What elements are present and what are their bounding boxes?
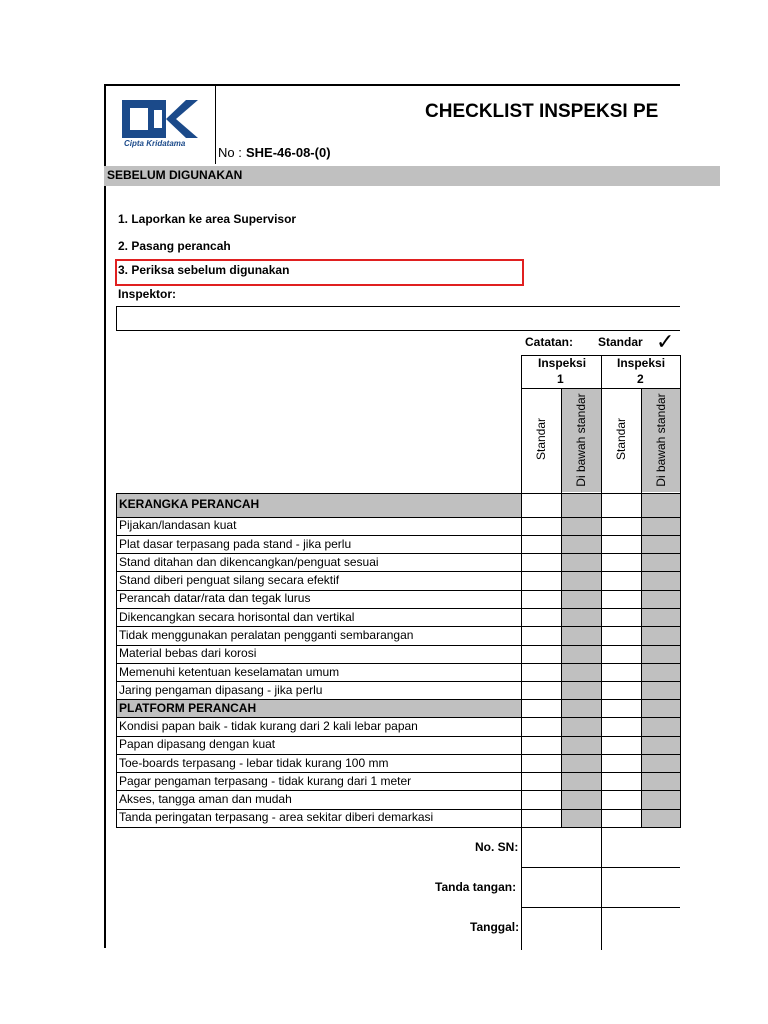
below-standard-cell[interactable]: [642, 609, 680, 626]
standard-cell[interactable]: [522, 646, 561, 663]
standard-legend-label: Standar: [598, 335, 643, 349]
below-standard-cell[interactable]: [562, 591, 601, 608]
below-standard-cell[interactable]: [642, 682, 680, 699]
list-item: Papan dipasang dengan kuat: [119, 737, 276, 751]
standard-cell[interactable]: [602, 646, 641, 663]
below-standard-cell[interactable]: [642, 773, 680, 790]
list-item: Tanda peringatan terpasang - area sekitar diberi demarkasi: [119, 810, 434, 824]
signature-label: Tanda tangan:: [435, 880, 517, 894]
below-standard-cell[interactable]: [642, 718, 680, 736]
footer-line-1: [521, 867, 680, 868]
below-standard-cell[interactable]: [642, 737, 680, 754]
standard-cell[interactable]: [602, 609, 641, 626]
list-item: Kondisi papan baik - tidak kurang dari 2 kali lebar papan: [119, 719, 418, 733]
below-standard-cell[interactable]: [642, 536, 680, 553]
table-left-line: [116, 493, 117, 827]
sn-label: No. SN:: [475, 840, 519, 854]
below-standard-cell[interactable]: [642, 591, 680, 608]
standard-cell[interactable]: [602, 791, 641, 809]
list-item: Jaring pengaman dipasang - jika perlu: [119, 683, 323, 697]
standard-cell[interactable]: [522, 737, 561, 754]
standard-cell[interactable]: [522, 755, 561, 772]
inspector-line-top: [116, 306, 680, 307]
below-standard-2-header: Di bawah standar: [654, 393, 668, 487]
top-border: [104, 84, 680, 86]
standard-2-header: Standar: [614, 417, 628, 461]
list-item: Stand diberi penguat silang secara efektif: [119, 573, 340, 587]
standard-cell[interactable]: [602, 737, 641, 754]
standard-cell[interactable]: [602, 810, 641, 827]
table-row-line: [116, 493, 680, 494]
inspection-1-label: Inspeksi: [538, 356, 587, 370]
below-standard-cell[interactable]: [562, 572, 601, 590]
below-standard-1-header: Di bawah standar: [574, 393, 588, 487]
standard-cell[interactable]: [522, 572, 561, 590]
inspector-label: Inspektor:: [118, 287, 177, 301]
standard-cell[interactable]: [602, 773, 641, 790]
page-title: CHECKLIST INSPEKSI PE: [425, 101, 659, 122]
footer-line-2: [521, 907, 680, 908]
below-standard-cell[interactable]: [562, 664, 601, 681]
inspection-2-number: 2: [637, 372, 644, 386]
group-2-title: PLATFORM PERANCAH: [119, 701, 257, 715]
inspection-1-number: 1: [557, 372, 564, 386]
table-row-line: [116, 827, 680, 828]
standard-cell[interactable]: [522, 627, 561, 645]
below-standard-cell[interactable]: [562, 609, 601, 626]
standard-cell[interactable]: [602, 755, 641, 772]
standard-cell[interactable]: [602, 627, 641, 645]
below-standard-cell[interactable]: [642, 554, 680, 571]
step-3: 3. Periksa sebelum digunakan: [118, 263, 290, 277]
standard-cell[interactable]: [522, 682, 561, 699]
below-standard-cell[interactable]: [642, 700, 680, 717]
standard-cell[interactable]: [522, 536, 561, 553]
standard-cell[interactable]: [602, 494, 641, 517]
note-label: Catatan:: [525, 335, 574, 349]
list-item: Akses, tangga aman dan mudah: [119, 792, 292, 806]
list-item: Pijakan/landasan kuat: [119, 518, 237, 532]
below-standard-cell[interactable]: [642, 664, 680, 681]
below-standard-cell[interactable]: [562, 518, 601, 535]
inspector-box-left: [116, 306, 117, 330]
below-standard-cell[interactable]: [642, 518, 680, 535]
standard-cell[interactable]: [522, 810, 561, 827]
standard-cell[interactable]: [602, 518, 641, 535]
below-standard-cell[interactable]: [562, 536, 601, 553]
list-item: Memenuhi ketentuan keselamatan umum: [119, 665, 340, 679]
below-standard-cell[interactable]: [562, 494, 601, 517]
below-standard-cell[interactable]: [562, 627, 601, 645]
left-border: [104, 84, 106, 948]
list-item: Perancah datar/rata dan tegak lurus: [119, 591, 311, 605]
list-item: Toe-boards terpasang - lebar tidak kurang 100 mm: [119, 756, 389, 770]
standard-cell[interactable]: [522, 554, 561, 571]
doc-number: SHE-46-08-(0): [246, 145, 331, 160]
below-standard-cell[interactable]: [642, 810, 680, 827]
below-standard-cell[interactable]: [642, 627, 680, 645]
date-label: Tanggal:: [470, 920, 520, 934]
list-item: Plat dasar terpasang pada stand - jika perlu: [119, 537, 352, 551]
below-standard-cell[interactable]: [562, 773, 601, 790]
below-standard-cell[interactable]: [642, 646, 680, 663]
below-standard-cell[interactable]: [562, 791, 601, 809]
standard-cell[interactable]: [602, 664, 641, 681]
logo-text: Cipta Kridatama: [124, 139, 186, 148]
inspector-line-bottom: [116, 330, 680, 331]
standard-cell[interactable]: [522, 494, 561, 517]
below-standard-cell[interactable]: [642, 572, 680, 590]
step-2: 2. Pasang perancah: [118, 239, 231, 253]
below-standard-cell[interactable]: [562, 554, 601, 571]
below-standard-cell[interactable]: [562, 718, 601, 736]
list-item: Pagar pengaman terpasang - tidak kurang dari 1 meter: [119, 774, 412, 788]
below-standard-cell[interactable]: [642, 791, 680, 809]
standard-cell[interactable]: [602, 536, 641, 553]
below-standard-cell[interactable]: [642, 755, 680, 772]
company-logo: [118, 96, 208, 152]
list-item: Material bebas dari korosi: [119, 646, 257, 660]
below-standard-cell[interactable]: [562, 646, 601, 663]
standard-cell[interactable]: [602, 718, 641, 736]
logo-divider: [215, 84, 216, 164]
standard-cell[interactable]: [522, 664, 561, 681]
standard-cell[interactable]: [522, 700, 561, 717]
standard-cell[interactable]: [522, 773, 561, 790]
standard-cell[interactable]: [602, 554, 641, 571]
below-standard-cell[interactable]: [562, 737, 601, 754]
standard-1-header: Standar: [534, 417, 548, 461]
below-standard-cell[interactable]: [642, 494, 680, 517]
below-standard-cell[interactable]: [562, 810, 601, 827]
section-title: SEBELUM DIGUNAKAN: [107, 168, 243, 182]
step-1: 1. Laporkan ke area Supervisor: [118, 212, 297, 226]
doc-number-label: No :: [218, 145, 242, 160]
standard-cell[interactable]: [602, 700, 641, 717]
standard-cell[interactable]: [522, 591, 561, 608]
check-mark-icon: ✓: [656, 329, 675, 354]
below-standard-cell[interactable]: [562, 755, 601, 772]
standard-cell[interactable]: [522, 791, 561, 809]
standard-cell[interactable]: [522, 609, 561, 626]
group-1-title: KERANGKA PERANCAH: [119, 497, 260, 511]
list-item: Dikencangkan secara horisontal dan vertikal: [119, 610, 355, 624]
below-standard-cell[interactable]: [562, 700, 601, 717]
standard-cell[interactable]: [522, 518, 561, 535]
standard-cell[interactable]: [522, 718, 561, 736]
table-row-line: [116, 699, 680, 700]
standard-cell[interactable]: [602, 572, 641, 590]
below-standard-cell[interactable]: [562, 682, 601, 699]
list-item: Stand ditahan dan dikencangkan/penguat sesuai: [119, 555, 379, 569]
inspection-2-label: Inspeksi: [617, 356, 666, 370]
standard-cell[interactable]: [602, 591, 641, 608]
colhead-right: [680, 355, 681, 828]
standard-cell[interactable]: [602, 682, 641, 699]
list-item: Tidak menggunakan peralatan pengganti sembarangan: [119, 628, 414, 642]
